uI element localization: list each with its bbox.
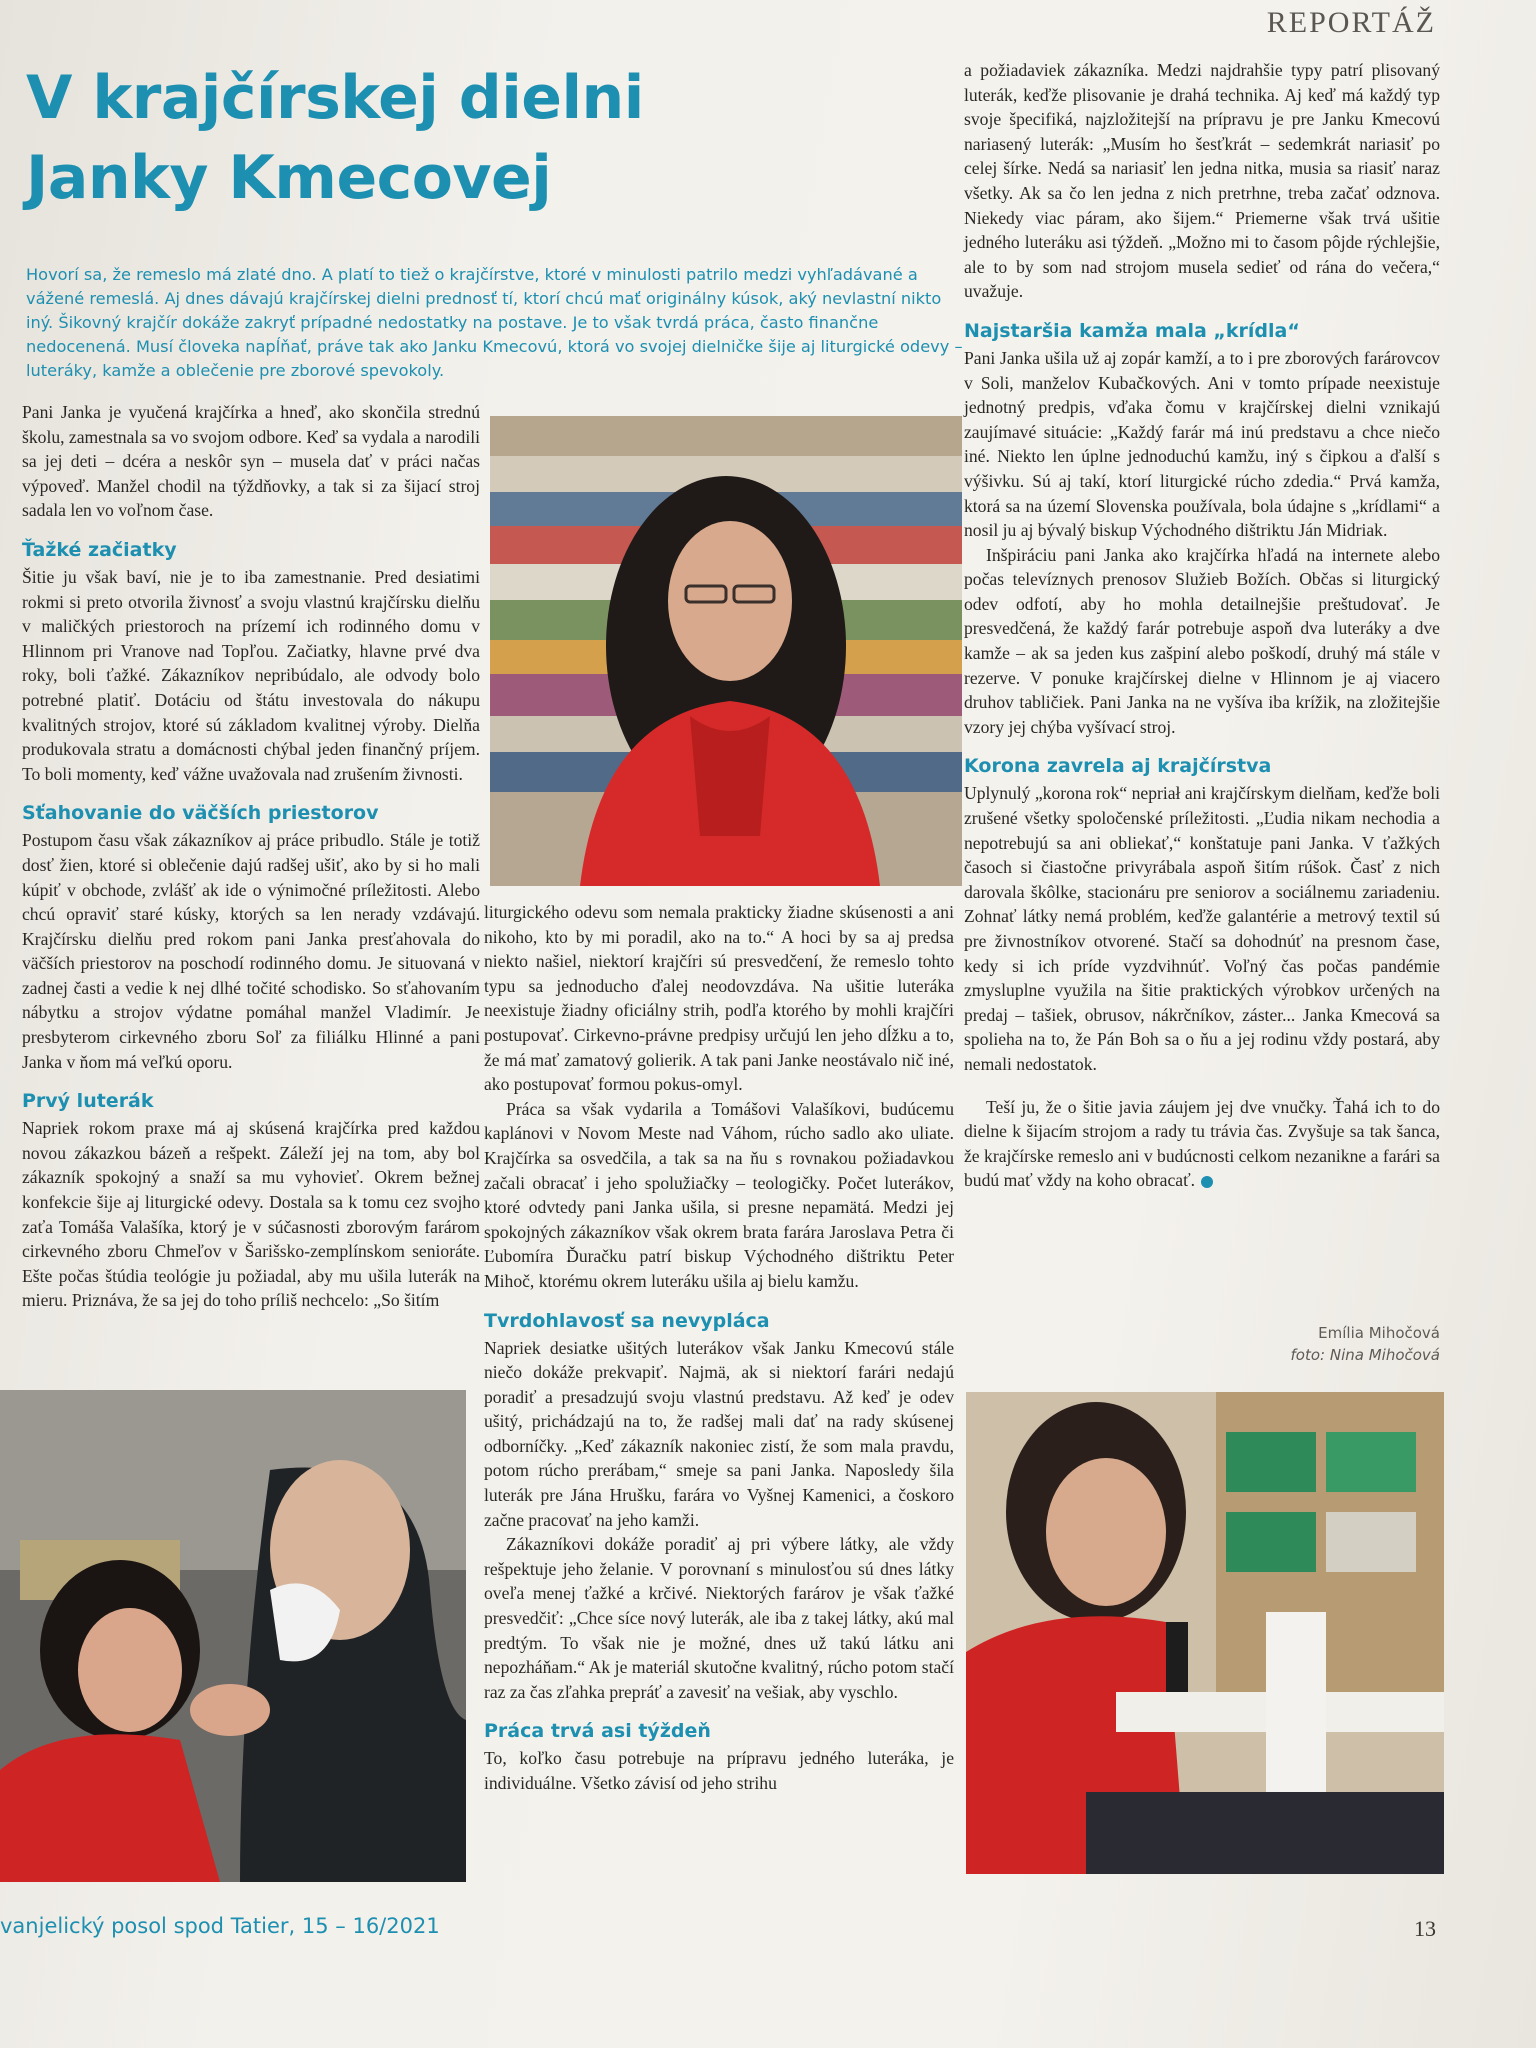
column-2 bbox=[484, 900, 954, 1796]
paragraph: Napriek rokom praxe má aj skúsená krajčírka pred každou novou zákazkou bázeň a rešpekt. Záleží jej na tom, aby bol zákazník spokojný a snaží sa mu vyhovieť. Okrem bežnej konfekcie šije aj liturgické odevy. Dostala sa k tomu cez svojho zaťa Tomáša Valašíka, ktorý je v súčasnosti zborovým farárom cirkevného zboru Chmeľov v Šarišsko-zemplínskom senioráte. Ešte počas štúdia teológie ju požiadal, aby mu ušila luterák na mieru. Priznáva, že sa jej do toho príliš nechcelo: „So šitím bbox=[22, 1118, 480, 1311]
paragraph: Práca sa však vydarila a Tomášovi Valašíkovi, budúcemu kaplánovi v Novom Meste nad Váhom, rúcho sadlo ako uliate. Krajčírka sa osvedčila, a tak sa na ňu s rovnakou požiadavkou začali obracať i jeho spolužiačky – teologičky. Počet luterákov, ktoré odvtedy pani Janka ušila, si presne nepamätá. Medzi jej spokojných zákazníkov však okrem brata farára Jaroslava Petra či Ľubomíra Ďuračku patrí biskup Východného dištriktu Peter Mihoč, ktorému okrem luteráku ušila aj bielu kamžu. bbox=[484, 1098, 954, 1291]
paragraph-closing bbox=[964, 1095, 1440, 1193]
paragraph: Šitie ju však baví, nie je to iba zamestnanie. Pred desiatimi rokmi si preto otvorila živnosť a svoju vlastnú krajčírsku dielňu v maličkých priestoroch na prízemí ich rodinného domu v Hlinnom pri Vranove nad Topľou. Začiatky, hlavne prvé dva roky, boli ťažké. Zákazníkov nepribúdalo, ale odvody bolo potrebné platiť. Dotáciu od štátu investovala do nákupu kvalitných strojov, ktoré sú základom kvalitnej výroby. Dielňa produkovala stratu a domácnosti chýbal jeden finančný príjem. To boli momenty, keď vážne uvažovala nad zrušením živnosti. bbox=[22, 566, 480, 784]
heading-stahovanie: Sťahovanie do väčších priestorov bbox=[22, 802, 379, 825]
heading-korona: Korona zavrela aj krajčírstva bbox=[964, 755, 1272, 778]
paragraph: Postupom času však zákazníkov aj práce pribudlo. Stále je totiž dosť žien, ktoré si oblečenie dajú radšej ušiť, ako by si ho mali kúpiť v obchode, zvlášť ak ide o výnimočné príležitosti. Alebo chcú opraviť staré kúsky, ktorých sa len nerady vzdávajú. Krajčírsku dielňu pred rokom pani Janka presťahovala do väčších priestorov na poschodí rodinného domu. Je situovaná v zadnej časti a vedie k nej dlhé točité schodisko. So sťahovaním nábytku a strojov výdatne pomáhal manžel Vladimír. Je presbyterom cirkevného zboru Soľ za filiálku Hlinné a pani Janka v ňom má veľkú oporu. bbox=[22, 830, 480, 1072]
heading-prvy-luterak: Prvý luterák bbox=[22, 1090, 154, 1113]
column-3 bbox=[964, 58, 1440, 1193]
paragraph: To, koľko času potrebuje na prípravu jedného luteráka, je individuálne. Všetko závisí od jeho strihu bbox=[484, 1748, 954, 1793]
paragraph: Uplynulý „korona rok“ nepriał ani krajčírskym dielňam, keďže boli zrušené všetky spoločenské príležitosti. „Ľudia nikam nechodia a nepotrebujú sa ani obliekať,“ konštatuje pani Janka. V ťažkých časoch si čiastočne privyrábala aspoň šitím rúšok. Časť z nich darovala škôlke, stacionáru pre seniorov a sociálnemu zariadeniu. Zohnať látky nemá problém, keďže galantérie a metrový textil sú pre živnostníkov otvorené. Stačí sa dohodnúť na presnom čase, kedy si ich príde vyzdvihnúť. Voľný čas počas pandémie zmysluplne využila na šitie praktických výrobkov určených na predaj – tašiek, obrusov, nákrčníkov, záster... Janka Kmecová sa spolieha na to, že Pán Boh sa o ňu a jej rodinu vždy postará, aby nemali nedostatok. bbox=[964, 783, 1440, 1074]
paragraph: Pani Janka ušila už aj zopár kamží, a to i pre zborových farárovcov v Soli, manželov Kubačkových. Ani v tomto prípade neexistuje jednotný predpis, vďaka čomu v krajčírskej dielni vznikajú zaujímavé situácie: „Každý farár má inú predstavu a chce niečo iné. Niekto len úplne jednoduchú kamžu, iný s čipkou a ďalší s výšivku. Sú aj takí, ktorí liturgické rúcho zdedia.“ Prvá kamža, ktorá sa na území Slovenska používala, bola údajne s „krídlami“ a nosil ju aj bývalý biskup Východného dištriktu Ján Midriak. bbox=[964, 347, 1440, 541]
paragraph: Zákazníkovi dokáže poradiť aj pri výbere látky, ale vždy rešpektuje jeho želanie. V porovnaní s minulosťou sú dnes látky oveľa menej ťažké a krčivé. Niektorých farárov je však ťažké presvedčiť: „Chce síce nový luterák, ale iba z takej látky, akú mal predtým. To však nie je možné, dnes už takú látku ani nepozháňam.“ Ak je materiál skutočne kvalitný, rúcho potom stačí raz za čas zľahka prepráť a zavesiť na vešiak, aby vyschlo. bbox=[484, 1534, 954, 1702]
intro-paragraph: Pani Janka je vyučená krajčírka a hneď, ako skončila strednú školu, zamestnala sa vo svojom odbore. Keď sa vydala a narodili sa jej deti – dcéra a neskôr syn – musela dať v práci načas výpoveď. Manžel chodil na týždňovky, a tak si za šijací stroj sadala len vo voľnom čase. bbox=[22, 402, 480, 521]
closing-text: Teší ju, že o šitie javia záujem jej dve vnučky. Ťahá ich to do dielne k šijacím strojom a rady tu trávia čas. Zvyšuje sa tak šanca, že krajčírske remeslo ani v budúcnosti celkom nezanikne a farári sa budú mať vždy na koho obracať. bbox=[964, 1096, 1440, 1191]
photo-portrait bbox=[490, 416, 962, 886]
photo-fitting bbox=[0, 1390, 466, 1882]
article-title bbox=[26, 58, 746, 218]
fitting-illustration bbox=[0, 1390, 466, 1882]
heading-tvrdohlavost: Tvrdohlavosť sa nevypláca bbox=[484, 1309, 770, 1332]
byline bbox=[1291, 1322, 1440, 1366]
portrait-illustration bbox=[490, 416, 962, 886]
column-1 bbox=[22, 400, 480, 1313]
author: Emília Mihočová bbox=[1318, 1324, 1440, 1342]
sewing-illustration bbox=[966, 1392, 1444, 1874]
photo-sewing bbox=[966, 1392, 1444, 1874]
paragraph: a požiadaviek zákazníka. Medzi najdrahšie typy patrí plisovaný luterák, keďže plisovanie je drahá technika. Aj keď má každý typ svoje špecifiká, najzložitejší na prípravu je pre Janku Kmecovú nariasený luterák: „Musím ho šesťkrát – sedemkrát nariasiť po celej šírke. Nedá sa nariasiť len jedna nitka, musia sa riasiť naraz všetky. Ak sa čo len jedna z nich pretrhne, treba začať odznova. Niekedy viac páram, ako šijem.“ Priemerne však trvá ušitie jedného luteráku asi týždeň. „Možno mi to časom pôjde rýchlejšie, ale to by som nad strojom musela sedieť od rána do večera,“ uvažuje. bbox=[964, 60, 1440, 302]
article-lead: Hovorí sa, že remeslo má zlaté dno. A platí to tiež o krajčírstve, ktoré v minulosti patrilo medzi vyhľadávané a vážené remeslá. Aj dnes dávajú krajčírskej dielni prednosť tí, ktorí chcú mať originálny kúsok, aký nevlastní nikto iný. Šikovný krajčír dokáže zakryť prípadné nedostatky na postave. Je to však tvrdá práca, často finančne nedocenená. Musí človeka napĺňať, práve tak ako Janku Kmecovú, ktorá vo svojej dielničke šije aj liturgické odevy – luteráky, kamže a oblečenie pre zborové spevokoly. bbox=[26, 265, 963, 380]
title-line-2: Janky Kmecovej bbox=[26, 143, 552, 213]
title-line-1: V krajčírskej dielni bbox=[26, 63, 644, 133]
paragraph: Napriek desiatke ušitých luterákov však Janku Kmecovú stále niečo dokáže prekvapiť. Najmä, ak si niektorí farári nedajú poradiť a presadzujú svoju vlastnú predstavu. Až keď je odev ušitý, prichádzajú na to, že radšej mali dať na rady skúsenej odborníčky. „Keď zákazník nakoniec zistí, že som mala pravdu, potom rúcho prerábam,“ smeje sa pani Janka. Naposledy šila luterák pre Jána Hrušku, farára vo Vyšnej Kamenici, a čoskoro začne pracovať na jeho kamži. bbox=[484, 1337, 954, 1530]
end-mark-icon bbox=[1201, 1176, 1213, 1188]
heading-tazke-zaciatky: Ťažké začiatky bbox=[22, 538, 177, 561]
paragraph: Inšpiráciu pani Janka ako krajčírka hľadá na internete alebo počas televíznych prenosov Služieb Božích. Občas si liturgický odev odfotí, aby ho mohla detailnejšie preštudovať. Je presvedčená, že každý farár potrebuje aspoň dva luteráky a dve kamže – ak sa jeden kus zašpiní alebo poškodí, druhý má stále v rezerve. V ponuke krajčírskej dielne v Hlinnom je aj viacero druhov tabličiek. Pani Janka na ne vyšíva iba krížik, na zložitejšie vzory jej chýba vyšívací stroj. bbox=[964, 544, 1440, 737]
photo-credit: foto: Nina Mihočová bbox=[1290, 1346, 1440, 1364]
publication-name: vanjelický posol spod Tatier, 15 – 16/2021 bbox=[0, 1914, 440, 1938]
section-label: REPORTÁŽ bbox=[1266, 6, 1436, 39]
paragraph: liturgického odevu som nemala prakticky žiadne skúsenosti a ani nikoho, kto by mi poradil, ako na to.“ A hoci by sa aj predsa niekto našiel, niektorí krajčíri sú presvedčení, že remeslo tohto typu sa jednoducho ďalej neodovzdáva. Na ušitie luteráka neexistuje žiadny oficiálny strih, podľa ktorého by mohli krajčíri postupovať. Cirkevno-právne predpisy určujú len jeho dĺžku a to, že má mať zamatový golierik. A tak pani Janke neostávalo nič iné, ako postupovať formou pokus-omyl. bbox=[484, 902, 954, 1095]
heading-najstarsia-kamza: Najstaršia kamža mala „krídla“ bbox=[964, 319, 1300, 342]
heading-praca-trva: Práca trvá asi týždeň bbox=[484, 1720, 711, 1743]
page-number: 13 bbox=[1414, 1916, 1436, 1941]
